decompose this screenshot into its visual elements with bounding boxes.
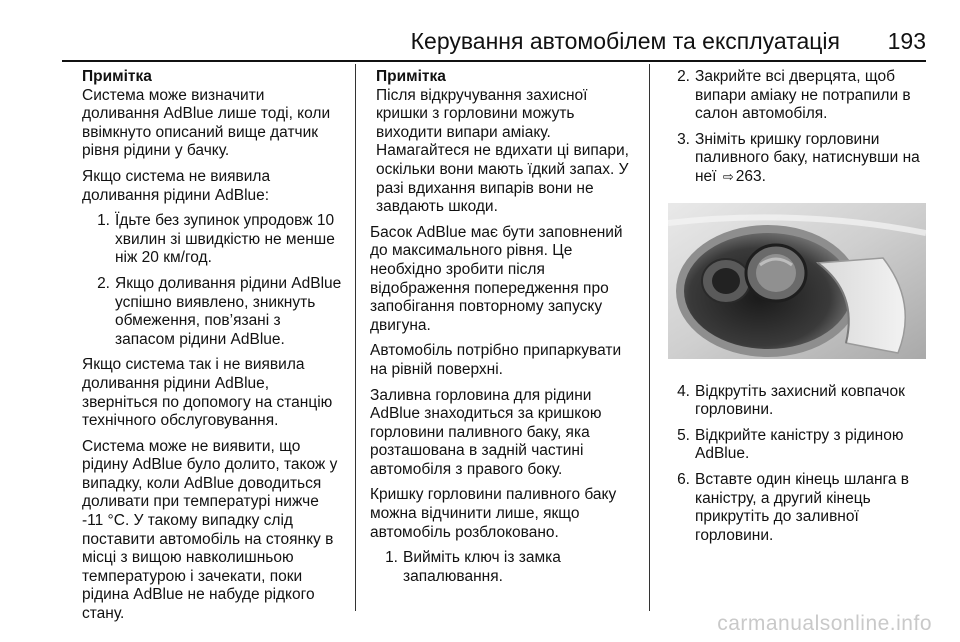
step-number: 5.: [677, 426, 690, 444]
list-item: [88, 212, 344, 268]
note-label: Примітка: [82, 68, 152, 85]
step-text-main: Зніміть кришку горловини паливного баку, натиснувши на неї: [695, 130, 920, 185]
paragraph: Якщо система так і не виявила доливання рідини AdBlue, зверніться по допомогу на станцію технічного обслуговування.: [82, 356, 333, 430]
note-block: [82, 68, 344, 161]
step-text: Відкрутіть захисний ковпачок горловини.: [695, 382, 905, 419]
list-item: [668, 427, 930, 464]
paragraph: Кришку горловини паливного баку можна відчинити лише, якщо автомобіль розблоковано.: [370, 486, 617, 541]
step-text: Вийміть ключ із замка запалювання.: [403, 549, 561, 585]
list-item: [376, 549, 636, 586]
paragraph: Система може не виявити, що рідину AdBlue було долито, також у випадку, коли AdBlue доводиться доливати при температурі нижче -11 °C. У такому випадку слід поставити автомобіль на стоянку в місці з вищою навколишньою температурою і зачекати, поки рідина AdBlue не набуде рідкого стану.: [82, 437, 338, 623]
step-text: Закрийте всі дверцята, щоб випари аміаку не потрапили в салон автомобіля.: [695, 68, 911, 123]
step-text: [695, 131, 930, 187]
note-text: Після відкручування захисної кришки з горловини можуть виходити випари аміаку. Намагайтеся не вдихати ці випари, оскільки вони мають їдкий запах. У разі вдихання випарів вони не завдають шкоди.: [376, 86, 629, 216]
step-number: 1.: [385, 549, 398, 567]
column-2: [370, 68, 636, 593]
fuel-filler-illustration: [668, 203, 926, 359]
note-block: [376, 68, 636, 217]
reference-arrow-icon: ⇨: [722, 168, 734, 184]
step-number: 2.: [97, 274, 110, 292]
step-number: 1.: [97, 212, 110, 230]
column-3: [668, 68, 930, 552]
header-rule: [62, 60, 926, 62]
column-divider: [355, 64, 356, 611]
paragraph: Автомобіль потрібно припаркувати на рівній поверхні.: [370, 342, 622, 378]
note-text: Система може визначити доливання AdBlue лише тоді, коли ввімкнуто описаний вище датчик рівня рідини у бачку.: [82, 86, 331, 160]
step-text: Вставте один кінець шланга в каністру, а другий кінець прикрутіть до заливної горловини.: [695, 470, 910, 544]
list-item: [668, 68, 930, 124]
step-number: 4.: [677, 382, 690, 400]
note-label: Примітка: [376, 68, 446, 85]
step-number: 3.: [677, 130, 690, 148]
step-text: Їдьте без зупинок упродовж 10 хвилин зі швидкістю не менше ніж 20 км/год.: [115, 212, 335, 267]
fuel-filler-photo: [668, 203, 926, 359]
page-number: 193: [887, 28, 926, 54]
step-number: 2.: [677, 68, 690, 85]
list-item: [668, 131, 930, 187]
page-title: Керування автомобілем та експлуатація: [410, 28, 840, 54]
page-header: [62, 26, 926, 56]
paragraph: Заливна горловина для рідини AdBlue знаходиться за кришкою горловини паливного баку, яка розташована в задній частині автомобіля з правого боку.: [370, 386, 602, 478]
step-text: Якщо доливання рідини AdBlue успішно виявлено, зникнуть обмеження, пов’язані з запасом рідини AdBlue.: [115, 274, 342, 348]
column-divider: [649, 64, 650, 611]
column-1: [82, 68, 344, 631]
step-number: 6.: [677, 470, 690, 488]
paragraph: Басок AdBlue має бути заповнений до максимального рівня. Це необхідно зробити після відображення попередження про запобігання повторному запуску двигуна.: [370, 223, 623, 334]
paragraph: Якщо система не виявила доливання рідини AdBlue:: [82, 167, 271, 204]
page-reference: 263.: [735, 167, 766, 185]
watermark: carmanualsonline.info: [717, 612, 932, 635]
list-item: [88, 275, 344, 349]
list-item: [668, 383, 930, 420]
step-text: Відкрийте каністру з рідиною AdBlue.: [695, 426, 904, 463]
list-item: [668, 471, 930, 545]
